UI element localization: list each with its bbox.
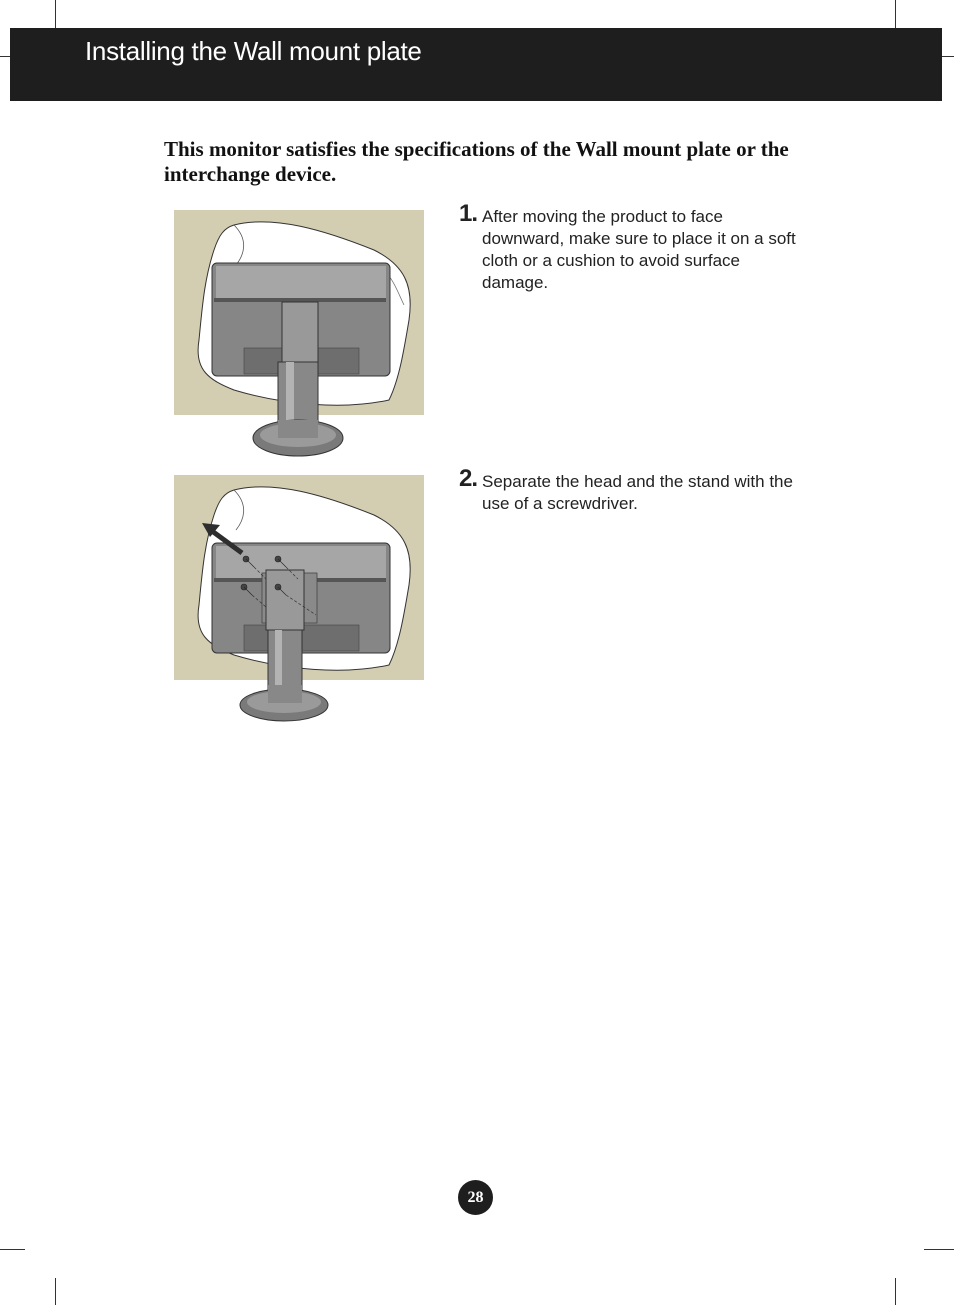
step-number: 1. (459, 200, 478, 227)
figure-separate-stand (174, 475, 426, 732)
crop-mark (55, 1278, 56, 1305)
crop-mark (942, 56, 954, 57)
step-text: After moving the product to face downward, make sure to place it on a soft cloth or a cushion to avoid surface damage. (482, 207, 796, 292)
page-title: Installing the Wall mount plate (85, 36, 422, 66)
crop-mark (895, 1278, 896, 1305)
page-number-badge: 28 (458, 1180, 493, 1215)
monitor-cushion-illustration (174, 210, 426, 462)
crop-mark (55, 0, 56, 28)
step-number: 2. (459, 465, 478, 492)
crop-mark (924, 1249, 954, 1250)
intro-text: This monitor satisfies the specifications of the Wall mount plate or the interchange device. (164, 137, 789, 186)
figure-monitor-face-down (174, 210, 426, 467)
screwdriver-illustration (174, 475, 426, 727)
crop-mark (0, 1249, 25, 1250)
crop-mark (895, 0, 896, 28)
step-text: Separate the head and the stand with the use of a screwdriver. (482, 472, 793, 513)
crop-mark (0, 56, 10, 57)
